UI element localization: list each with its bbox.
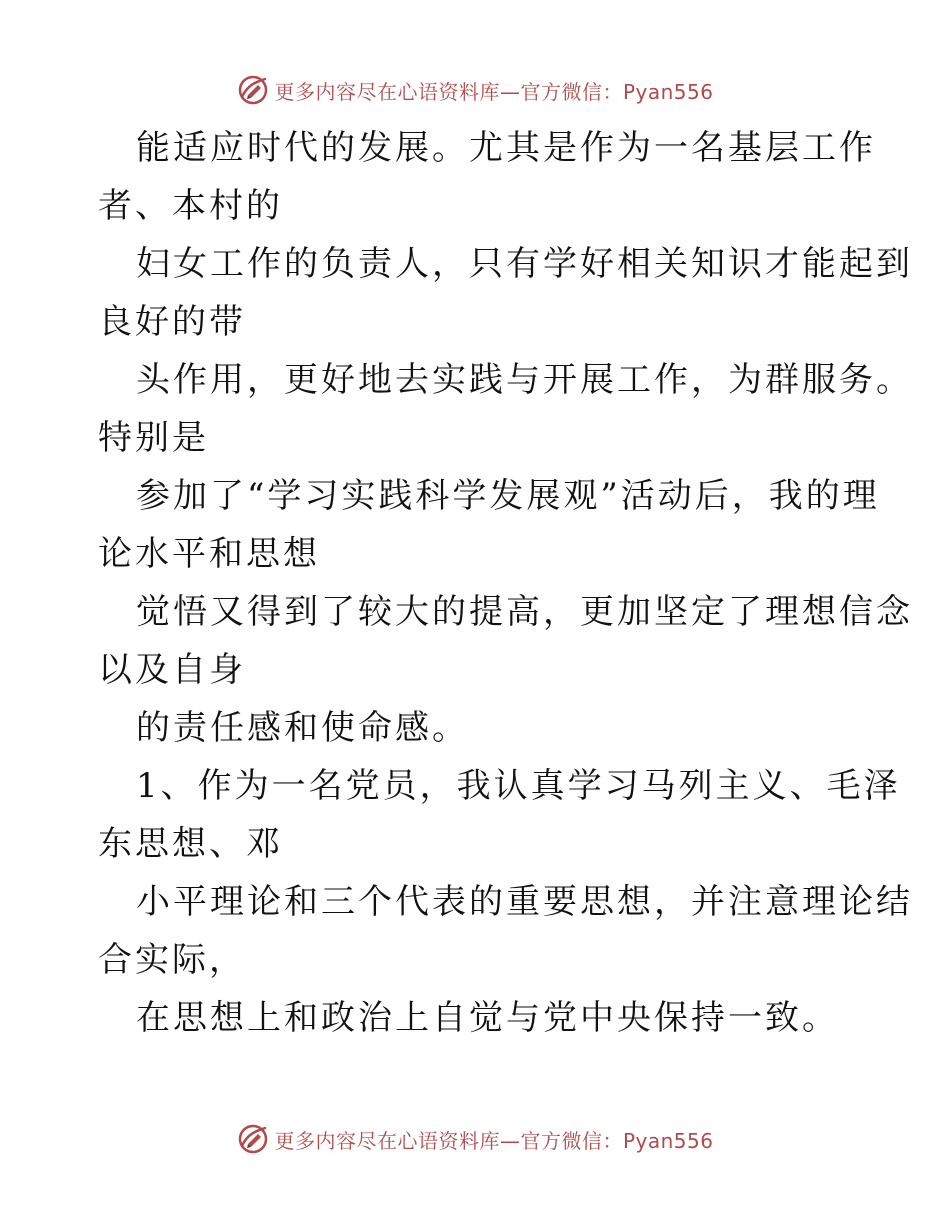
pen-swirl-logo-icon: [236, 1122, 270, 1156]
body-line: 参加了“学习实践科学发展观”活动后，我的理: [136, 476, 880, 516]
body-line: 特别是: [98, 418, 209, 458]
header-banner: [0, 70, 950, 110]
body-line: 头作用，更好地去实践与开展工作，为群服务。: [136, 360, 913, 400]
body-line: 良好的带: [98, 302, 246, 342]
body-line: 在思想上和政治上自觉与党中央保持一致。: [136, 998, 839, 1038]
body-line: 论水平和思想: [98, 534, 320, 574]
body-line: 者、本村的: [98, 186, 283, 226]
pen-swirl-logo-icon: [236, 73, 270, 107]
body-line: 以及自身: [98, 650, 246, 690]
body-line: 合实际，: [98, 940, 246, 980]
body-line: 妇女工作的负责人，只有学好相关知识才能起到: [136, 244, 913, 284]
body-line: 的责任感和使命感。: [136, 708, 469, 748]
body-line: 1、作为一名党员，我认真学习马列主义、毛泽: [136, 766, 901, 806]
body-line: 东思想、邓: [98, 824, 283, 864]
footer-banner: [0, 1119, 950, 1159]
footer-banner-text: 更多内容尽在心语资料库—官方微信：Pyan556: [274, 1128, 714, 1153]
body-line: 小平理论和三个代表的重要思想，并注意理论结: [136, 882, 913, 922]
body-line: 能适应时代的发展。尤其是作为一名基层工作: [136, 128, 876, 168]
body-line: 觉悟又得到了较大的提高，更加坚定了理想信念: [136, 592, 913, 632]
header-banner-text: 更多内容尽在心语资料库—官方微信：Pyan556: [274, 79, 714, 104]
